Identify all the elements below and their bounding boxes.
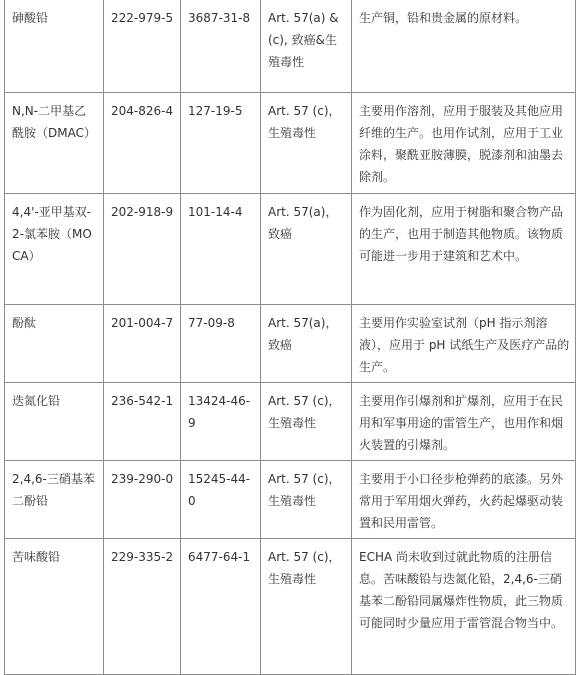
ec-number-cell: 202-918-9 <box>104 194 181 305</box>
substance-name-cell: 迭氮化铅 <box>5 383 104 461</box>
use-description-cell: 主要用于小口径步枪弹药的底漆。另外常用于军用烟火弹药，火药起爆驱动装置和民用雷管。 <box>352 461 576 539</box>
table-row <box>5 0 576 93</box>
use-description-cell: 作为固化剂，应用于树脂和聚合物产品的生产，也用于制造其他物质。该物质可能进一步用于建筑和艺术中。 <box>352 194 576 305</box>
cas-number-cell: 13424-46-9 <box>181 383 261 461</box>
table-row <box>5 194 576 305</box>
use-description-cell: 生产铜，铅和贵金属的原材料。 <box>352 0 576 93</box>
substance-name-cell: 4,4'-亚甲基双-2-氯苯胺（MOCA） <box>5 194 104 305</box>
inclusion-reason-cell: Art. 57 (c)，生殖毒性 <box>261 383 352 461</box>
cas-number-cell: 77-09-8 <box>181 305 261 383</box>
cas-number-cell: 15245-44-0 <box>181 461 261 539</box>
inclusion-reason-cell: Art. 57(a) & (c), 致癌&生殖毒性 <box>261 0 352 93</box>
ec-number-cell: 222-979-5 <box>104 0 181 93</box>
substance-name-cell: 苦味酸铅 <box>5 539 104 675</box>
substance-name-cell: 砷酸铅 <box>5 0 104 93</box>
table-row <box>5 305 576 383</box>
ec-number-cell: 229-335-2 <box>104 539 181 675</box>
inclusion-reason-cell: Art. 57 (c)，生殖毒性 <box>261 461 352 539</box>
substance-name-cell: N,N-二甲基乙酰胺（DMAC） <box>5 93 104 194</box>
use-description-cell: 主要用作实验室试剂（pH 指示剂溶液），应用于 pH 试纸生产及医疗产品的生产。 <box>352 305 576 383</box>
use-description-cell: ECHA 尚未收到过就此物质的注册信息。苦味酸铅与迭氮化铅，2,4,6-三硝基苯二酚铅同属爆炸性物质，此三物质可能同时少量应用于雷管混合物当中。 <box>352 539 576 675</box>
table-row <box>5 461 576 539</box>
table-row <box>5 93 576 194</box>
use-description-cell: 主要用作引爆剂和扩爆剂，应用于在民用和军事用途的雷管生产，也用作和烟火装置的引爆剂。 <box>352 383 576 461</box>
inclusion-reason-cell: Art. 57 (c)，生殖毒性 <box>261 93 352 194</box>
use-description-cell: 主要用作溶剂，应用于服装及其他应用纤维的生产。也用作试剂，应用于工业涂料，聚酰亚胺薄膜，脱漆剂和油墨去除剂。 <box>352 93 576 194</box>
substance-name-cell: 酚酞 <box>5 305 104 383</box>
substance-table <box>4 0 576 675</box>
ec-number-cell: 204-826-4 <box>104 93 181 194</box>
ec-number-cell: 239-290-0 <box>104 461 181 539</box>
inclusion-reason-cell: Art. 57(a)，致癌 <box>261 194 352 305</box>
ec-number-cell: 201-004-7 <box>104 305 181 383</box>
cas-number-cell: 3687-31-8 <box>181 0 261 93</box>
cas-number-cell: 6477-64-1 <box>181 539 261 675</box>
inclusion-reason-cell: Art. 57(a)，致癌 <box>261 305 352 383</box>
cas-number-cell: 101-14-4 <box>181 194 261 305</box>
substance-name-cell: 2,4,6-三硝基苯二酚铅 <box>5 461 104 539</box>
cas-number-cell: 127-19-5 <box>181 93 261 194</box>
inclusion-reason-cell: Art. 57 (c)，生殖毒性 <box>261 539 352 675</box>
table-row <box>5 383 576 461</box>
table-row <box>5 539 576 675</box>
ec-number-cell: 236-542-1 <box>104 383 181 461</box>
